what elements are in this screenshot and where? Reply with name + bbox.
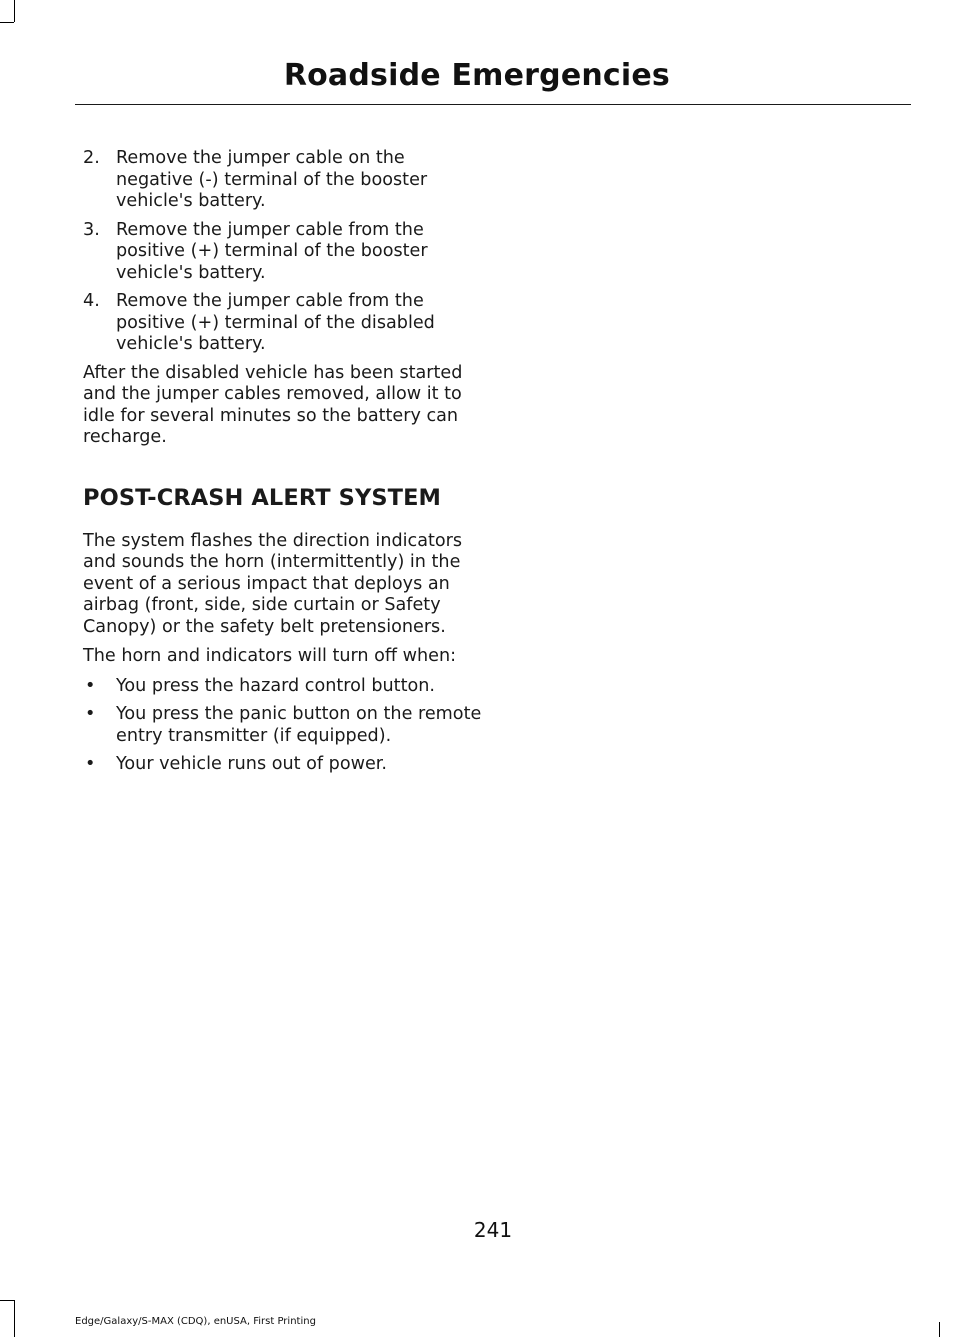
bullet-text: You press the hazard control button. — [116, 675, 435, 696]
crop-mark-top-left-horizontal — [0, 22, 14, 23]
step-text: Remove the jumper cable on the negative (-) terminal of the booster vehicle's battery. — [116, 148, 428, 211]
bullet-text: Your vehicle runs out of power. — [116, 754, 388, 774]
section-lead-in: The horn and indicators will turn off when: — [83, 646, 457, 666]
footer-edition-text: Edge/Galaxy/S-MAX (CDQ), enUSA, First Printing — [75, 1316, 316, 1327]
crop-mark-bottom-right-vertical — [939, 1322, 940, 1337]
bullet-icon: • — [85, 754, 96, 774]
step-number: 3. — [83, 219, 100, 240]
section-heading: POST-CRASH ALERT SYSTEM — [83, 484, 442, 511]
crop-mark-bottom-left-vertical — [14, 1300, 15, 1337]
bullet-item — [83, 704, 483, 747]
crop-mark-top-left-vertical — [14, 0, 15, 22]
after-steps-paragraph: After the disabled vehicle has been started and the jumper cables removed, allow it to idle for several minutes so the battery can recharge. — [83, 362, 463, 447]
bullet-item — [83, 754, 483, 776]
numbered-step — [83, 148, 483, 213]
page-header-title: Roadside Emergencies — [283, 58, 670, 93]
step-text: Remove the jumper cable from the positive (+) terminal of the disabled vehicle's battery. — [116, 291, 435, 354]
numbered-step — [83, 291, 483, 356]
bullet-item — [83, 676, 483, 698]
bullet-icon: • — [85, 704, 96, 724]
header-divider — [75, 104, 911, 105]
content-column — [83, 148, 483, 783]
crop-mark-bottom-left-horizontal — [0, 1300, 14, 1301]
step-text: Remove the jumper cable from the positive (+) terminal of the booster vehicle's battery. — [116, 219, 428, 283]
bullet-text: You press the panic button on the remote entry transmitter (if equipped). — [116, 704, 482, 746]
bullet-icon: • — [85, 675, 96, 696]
step-number: 2. — [83, 148, 100, 168]
page-number: 241 — [473, 1218, 513, 1242]
numbered-step — [83, 220, 483, 285]
step-number: 4. — [83, 291, 100, 311]
section-intro-paragraph: The system flashes the direction indicators and sounds the horn (intermittently) in the event of a serious impact that deploys an airbag (front, side, side curtain or Safety Canopy) or the safety belt pretensioners. — [83, 530, 463, 637]
